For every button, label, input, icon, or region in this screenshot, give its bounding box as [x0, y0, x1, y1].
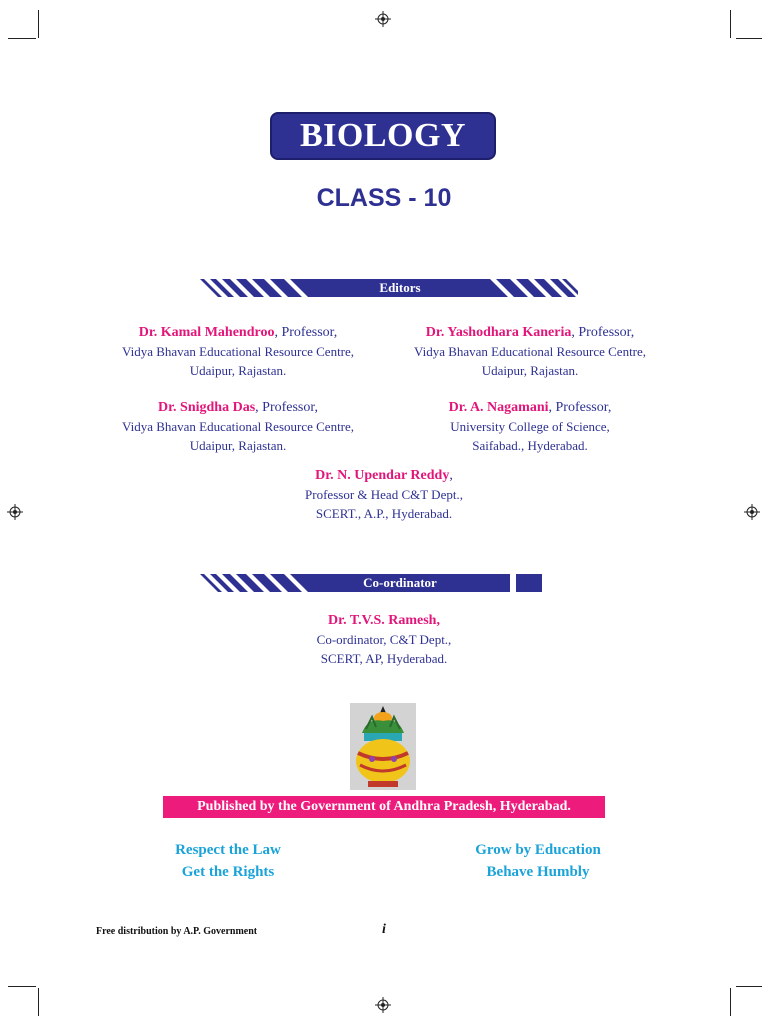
editor-role: , [449, 468, 453, 483]
crop-mark [736, 986, 762, 987]
class-label: CLASS - 10 [316, 184, 452, 212]
editors-band [200, 277, 578, 299]
motto-text: Get the Rights [181, 864, 275, 880]
editor-location: Udaipur, Rajastan. [189, 363, 287, 378]
editor-location: Saifabad., Hyderabad. [472, 438, 588, 453]
editor-location: Udaipur, Rajastan. [189, 438, 287, 453]
coordinator-header: Co-ordinator [363, 575, 437, 590]
registration-mark-icon [375, 11, 391, 27]
editor-entry [80, 322, 396, 380]
editor-entry [372, 397, 688, 455]
registration-mark-icon [7, 504, 23, 520]
editor-entry [80, 397, 396, 455]
editor-name: Dr. Yashodhara Kaneria [425, 325, 572, 340]
editor-location: SCERT., A.P., Hyderabad. [315, 506, 453, 521]
crop-mark [8, 38, 36, 39]
editor-entry [372, 322, 688, 380]
registration-mark-icon [375, 997, 391, 1013]
coordinator-name: Dr. T.V.S. Ramesh, [328, 613, 440, 628]
crop-mark [38, 988, 39, 1016]
page-number: i [382, 922, 386, 937]
editor-entry [226, 465, 542, 523]
book-title: BIOLOGY [270, 112, 496, 160]
crop-mark [730, 988, 731, 1016]
editor-name: Dr. A. Nagamani [448, 400, 549, 415]
editor-name: Dr. Kamal Mahendroo [138, 325, 275, 340]
editor-institution: University College of Science, [450, 419, 610, 434]
coordinator-band [200, 572, 544, 594]
editor-role: , Professor, [274, 325, 338, 340]
editor-institution: Vidya Bhavan Educational Resource Centre, [121, 419, 355, 434]
coordinator-location: SCERT, AP, Hyderabad. [320, 651, 448, 666]
government-emblem [350, 703, 416, 790]
motto-text: Respect the Law [175, 842, 281, 858]
motto-text: Grow by Education [475, 842, 601, 858]
publisher-banner: Published by the Government of Andhra Pradesh, Hyderabad. [163, 796, 605, 818]
editor-role: , Professor, [548, 400, 612, 415]
coordinator-entry [226, 610, 542, 668]
crop-mark [8, 986, 36, 987]
editor-location: Udaipur, Rajastan. [481, 363, 579, 378]
distribution-note: Free distribution by A.P. Government [96, 926, 258, 937]
crop-mark [736, 38, 762, 39]
registration-mark-icon [744, 504, 760, 520]
coordinator-department: Co-ordinator, C&T Dept., [316, 632, 452, 647]
crop-mark [38, 10, 39, 38]
editor-role: , Professor, [571, 325, 635, 340]
editor-role: , Professor, [255, 400, 318, 415]
motto-right [448, 839, 628, 883]
editor-name: Dr. Snigdha Das [158, 400, 256, 415]
motto-left [138, 839, 318, 883]
editor-institution: Vidya Bhavan Educational Resource Centre, [413, 344, 647, 359]
editor-name: Dr. N. Upendar Reddy [315, 468, 450, 483]
editor-institution: Professor & Head C&T Dept., [305, 487, 463, 502]
crop-mark [730, 10, 731, 38]
editors-header: Editors [379, 280, 421, 295]
motto-text: Behave Humbly [486, 864, 590, 880]
editor-institution: Vidya Bhavan Educational Resource Centre, [121, 344, 355, 359]
kalasham-emblem-icon [350, 703, 416, 790]
